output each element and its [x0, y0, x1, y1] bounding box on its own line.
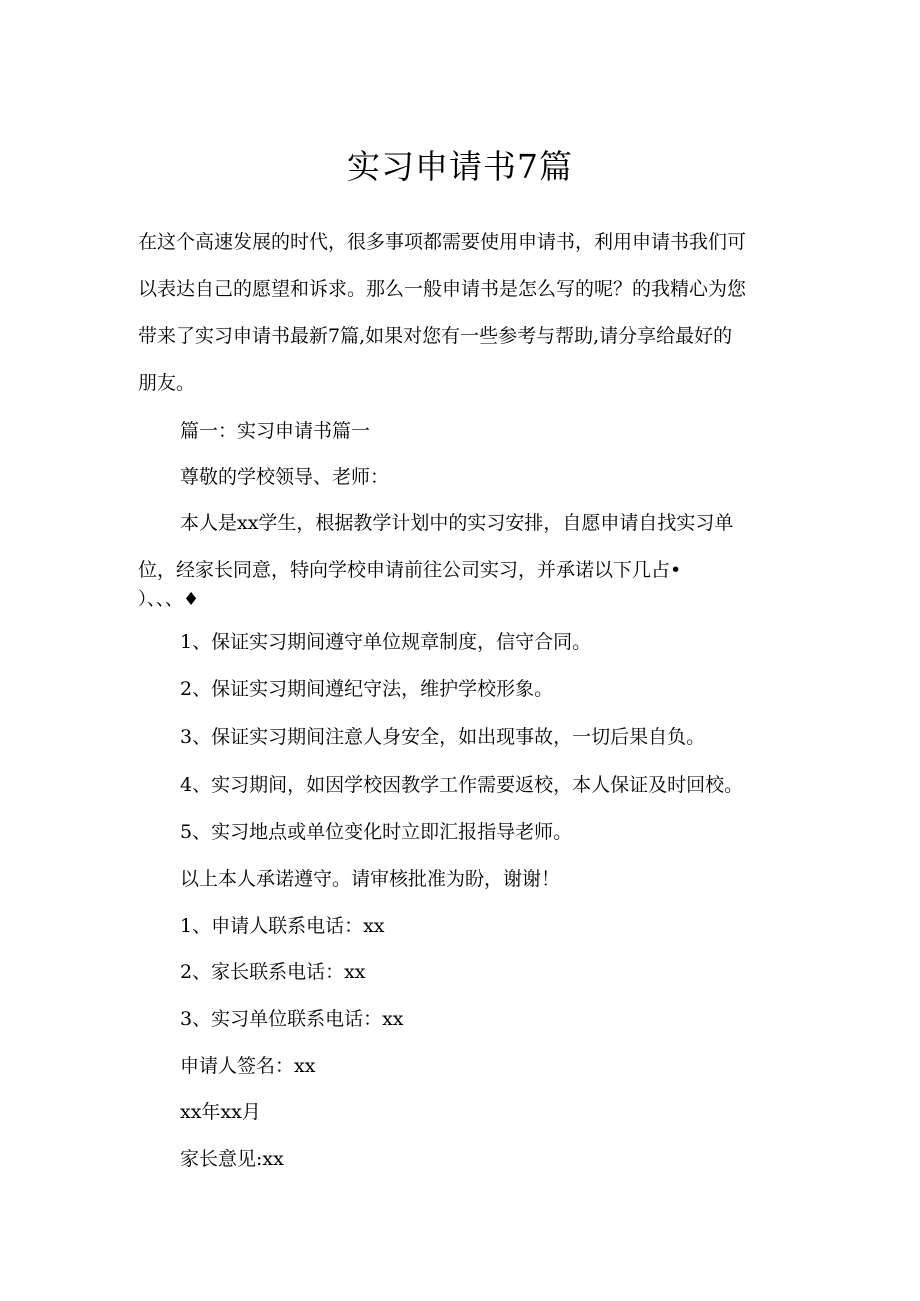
intro-line-1: 在这个高速发展的时代，很多事项都需要使用申请书，利用申请书我们可 — [138, 231, 747, 253]
section-heading: 篇一：实习申请书篇一 — [180, 420, 371, 442]
parent-opinion: 家长意见:xx — [180, 1148, 284, 1170]
commitment-5: 5、实习地点或单位变化时立即汇报指导老师。 — [180, 821, 573, 843]
closing-statement: 以上本人承诺遵守。请审核批准为盼，谢谢！ — [180, 868, 561, 890]
contact-parent: 2、家长联系电话：xx — [180, 961, 366, 983]
signature-date: xx年xx月 — [180, 1101, 261, 1123]
body-line-2: 位，经家长同意，特向学校申请前往公司实习，并承诺以下几占• — [138, 559, 682, 581]
body-line-1: 本人是xx学生，根据教学计划中的实习安排，自愿申请自找实习单 — [180, 512, 734, 534]
commitment-3: 3、保证实习期间注意人身安全，如出现事故，一切后果自负。 — [180, 726, 706, 748]
salutation: 尊敬的学校领导、老师： — [180, 466, 390, 488]
intro-line-3: 带来了实习申请书最新7篇,如果对您有一些参考与帮助,请分享给最好的 — [138, 325, 733, 347]
contact-applicant: 1、申请人联系电话：xx — [180, 915, 385, 937]
commitment-1: 1、保证实习期间遵守单位规章制度，信守合同。 — [180, 631, 592, 653]
contact-internship-unit: 3、实习单位联系电话：xx — [180, 1008, 404, 1030]
commitment-2: 2、保证实习期间遵纪守法，维护学校形象。 — [180, 678, 554, 700]
intro-line-2: 以表达自己的愿望和诉求。那么一般申请书是怎么写的呢？的我精心为您 — [138, 278, 747, 300]
commitment-4: 4、实习期间，如因学校因教学工作需要返校，本人保证及时回校。 — [180, 774, 744, 796]
document-title: 实习申请书7篇 — [347, 147, 573, 186]
body-line-3: ）、、、♦ — [138, 589, 200, 610]
intro-line-4: 朋友。 — [138, 372, 196, 394]
applicant-signature: 申请人签名：xx — [180, 1055, 316, 1077]
